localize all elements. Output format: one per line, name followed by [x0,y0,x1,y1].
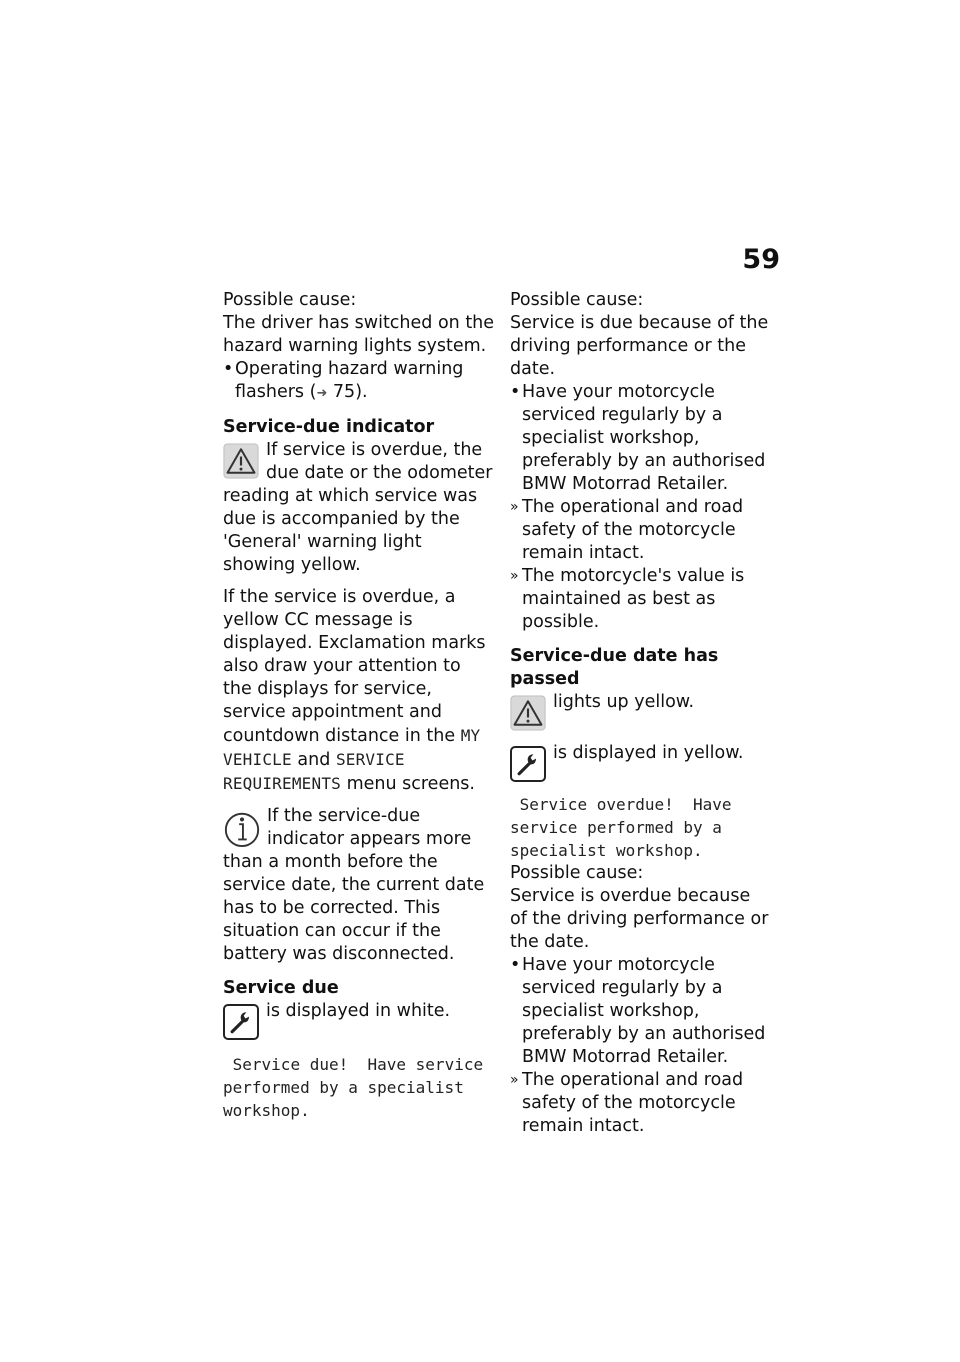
action-list [510,954,772,1138]
warning-triangle-icon [510,695,546,731]
warning-text: If service is overdue, the due date or the odometer reading at which service was due is accompanied by the 'General' warning light showing yellow. [223,440,493,575]
section-heading-service-indicator: Service-due indicator [223,417,435,437]
warning-triangle-icon [223,443,259,479]
wrench-icon [510,746,546,782]
result-item: » The motorcycle's value is maintained as best as possible. [510,565,772,634]
possible-cause-label: Possible cause: [510,863,644,883]
passed-light-text: lights up yellow. [553,692,695,712]
cause-text: Service is due because of the driving performance or the date. [510,313,769,379]
overdue-paragraph [223,586,495,796]
arrow-ref-icon: ➜ [316,386,328,401]
action-list [223,358,495,405]
list-item [223,358,495,405]
list-item-text: Operating hazard warning flashers ( [235,359,464,402]
overdue-text: If the service is overdue, a yellow CC message is displayed. Exclamation marks also draw your attention to the displays for service, service appointment and countdown distance in the [223,587,486,746]
conjunction: and [297,750,331,770]
right-column [510,289,772,1138]
info-icon [223,807,261,849]
passed-display-text: is displayed in yellow. [553,743,744,763]
list-item: • Have your motorcycle serviced regularly by a specialist workshop, preferably by an authorised BMW Motorrad Retailer. [510,954,772,1069]
possible-cause-label: Possible cause: [223,290,357,310]
overdue-text-end: menu screens. [346,774,475,794]
service-due-display-note [223,1000,495,1042]
service-due-message: Service due! Have service performed by a specialist workshop. [223,1055,493,1120]
page-number: 59 [742,244,780,275]
section-heading-service-passed: Service-due date has passed [510,646,719,689]
passed-warning-note [510,691,772,733]
cause-text: Service is overdue because of the driving performance or the date. [510,886,769,952]
page-reference-link[interactable]: 75). [332,382,368,402]
possible-cause-label: Possible cause: [510,290,644,310]
warning-note [223,439,495,577]
result-item: » The operational and road safety of the motorcycle remain intact. [510,496,772,565]
menu-name-service-requirements: SERVICE REQUIREMENTS [223,750,405,793]
menu-name-my-vehicle: MY VEHICLE [223,726,481,769]
section-heading-service-due: Service due [223,978,339,998]
result-item: » The operational and road safety of the motorcycle remain intact. [510,1069,772,1138]
list-item: • Have your motorcycle serviced regularly by a specialist workshop, preferably by an authorised BMW Motorrad Retailer. [510,381,772,496]
action-list [510,381,772,634]
passed-display-note [510,742,772,784]
info-note [223,805,495,966]
wrench-icon [223,1004,259,1040]
cause-text: The driver has switched on the hazard warning lights system. [223,313,495,356]
service-due-text: is displayed in white. [266,1001,451,1021]
service-overdue-message: Service overdue! Have service performed by a specialist workshop. [510,795,742,860]
info-text: If the service-due indicator appears more than a month before the service date, the current date has to be corrected. This situation can occur if the battery was disconnected. [223,806,485,964]
left-column [223,289,495,1122]
